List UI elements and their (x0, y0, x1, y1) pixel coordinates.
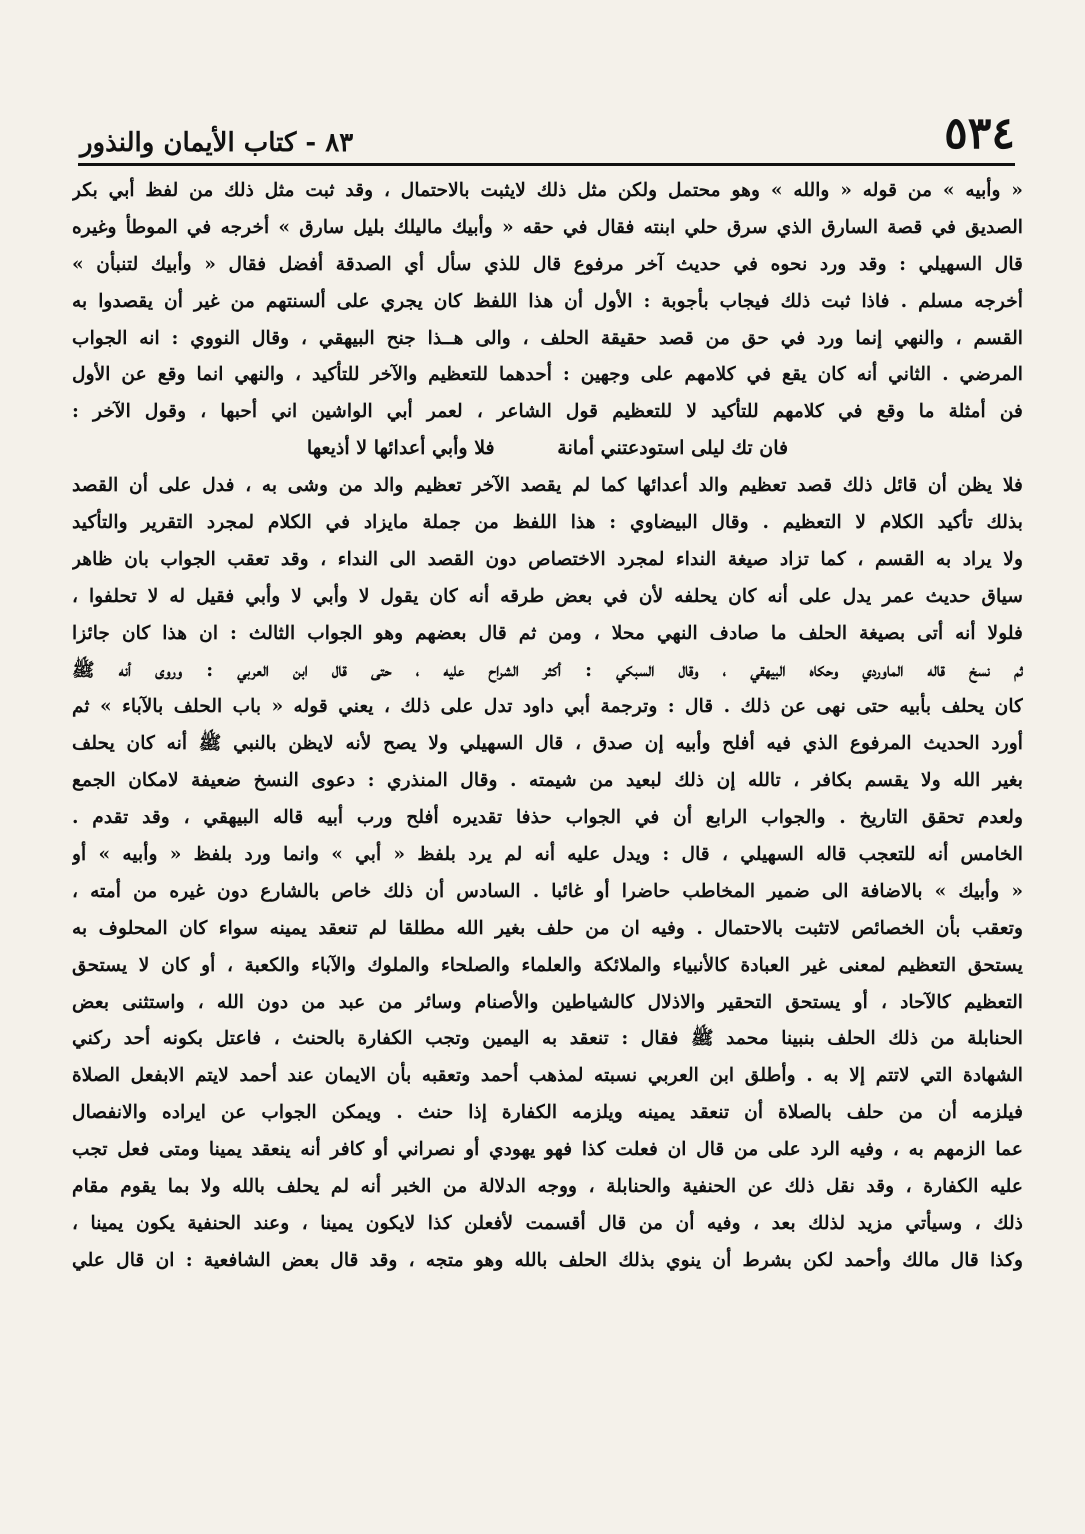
text-line: فلولا أنه أتى بصيغة الحلف ما صادف النهي محلا ، ومن ثم قال بعضهم وهو الجواب الثالث : ان هذا كان جائزا (72, 621, 1023, 644)
text-line: قال السهيلي : وقد ورد نحوه في حديث آخر مرفوع قال للذي سأل أي الصدقة أفضل فقال « وأبيك لتنبأن » (72, 252, 1023, 275)
text-line: فن أمثلة ما وقع في كلامهم للتأكيد لا للتعظيم قول الشاعر ، لعمر أبي الواشين اني أحبها ، وقول الآخر : (72, 400, 1023, 423)
text-line: « وأبيك » بالاضافة الى ضمير المخاطب حاضرا أو غائبا . السادس أن ذلك خاص بالشارع دون غيره من أمته ، (72, 879, 1023, 902)
text-line: ثم نسخ قاله الماوردي وحكاه البيهقي ، وقال السبكي : أكثر الشراح عليه ، حتى قال ابن العربي : وروى أنه ﷺ (72, 658, 1023, 681)
text-line: ولا يراد به القسم ، كما تزاد صيغة النداء لمجرد الاختصاص دون القصد الى النداء ، وقد تعقب الجواب بان ظاهر (72, 547, 1023, 570)
page-number: ٥٣٤ (944, 108, 1015, 159)
text-line: عما الزمهم به ، وفيه الرد على من قال ان فعلت كذا فهو يهودي أو نصراني أو كافر أنه ينعقد يمينا ومتى فعل تجب (72, 1138, 1023, 1161)
text-line: وكذا قال مالك وأحمد لكن بشرط أن ينوي بذلك الحلف بالله وهو متجه ، وقد قال بعض الشافعية : ان قال علي (72, 1248, 1023, 1271)
text-line: ذلك ، وسيأتي مزيد لذلك بعد ، وفيه أن من قال أقسمت لأفعلن كذا لايكون يمينا ، وعند الحنفية يكون يمينا ، (72, 1211, 1023, 1234)
text-line: وتعقب بأن الخصائص لاتثبت بالاحتمال . وفيه ان من حلف بغير الله مطلقا لم تنعقد يمينه سواء كان المحلوف به (72, 916, 1023, 939)
text-line: الصديق في قصة السارق الذي سرق حلي ابنته فقال في حقه « وأبيك ماليلك بليل سارق » أخرجه في الموطأ وغيره (72, 215, 1023, 238)
page-header (80, 100, 1015, 159)
text-line: بذلك تأكيد الكلام لا التعظيم . وقال البيضاوي : هذا اللفظ من جملة مايزاد في الكلام لمجرد التقرير والتأكيد (72, 511, 1023, 534)
text-line: الحنابلة من ذلك الحلف بنبينا محمد ﷺ فقال : تنعقد به اليمين وتجب الكفارة بالحنث ، فاعتل بكونه أحد ركني (72, 1027, 1023, 1050)
text-line: عليه الكفارة ، وقد نقل ذلك عن الحنفية والحنابلة ، ووجه الدلالة من الخبر أنه لم يحلف بالله ولا بما يقوم مقام (72, 1175, 1023, 1198)
text-line: الخامس أنه للتعجب قاله السهيلي ، قال : ويدل عليه أنه لم يرد بلفظ « أبي » وانما ورد بلفظ « وأبيه » أو (72, 843, 1023, 866)
body-text (72, 172, 1023, 1279)
text-line: يستحق التعظيم لمعنى غير العبادة كالأنبياء والملائكة والعلماء والصلحاء والملوك والآباء والكعبة ، أو كان لا يستحق (72, 953, 1023, 976)
text-line: فلا يظن أن قائل ذلك قصد تعظيم والد أعدائها كما لم يقصد الآخر تعظيم والد من وشى به ، فدل على أن القصد (72, 474, 1023, 497)
header-rule (78, 163, 1015, 166)
text-line: بغير الله ولا يقسم بكافر ، تالله إن ذلك لبعيد من شيمته . وقال المنذري : دعوى النسخ ضعيفة لامكان الجمع (72, 769, 1023, 792)
poetry-verse (72, 430, 1023, 467)
text-line: الشهادة التي لاتتم إلا به . وأطلق ابن العربي نسبته لمذهب أحمد وتعقبه بأن الايمان عند أحمد لايتم الابفعل الصلاة (72, 1064, 1023, 1087)
text-line: القسم ، والنهي إنما ورد في حق من قصد حقيقة الحلف ، والى هــذا جنح البيهقي ، وقال النووي : انه الجواب (72, 326, 1023, 349)
running-head: ٨٣ - كتاب الأيمان والنذور (80, 128, 354, 158)
text-line: المرضي . الثاني أنه كان يقع في كلامهم على وجهين : أحدهما للتعظيم والآخر للتأكيد ، والنهي انما وقع عن الأول (72, 363, 1023, 386)
text-line: « وأبيه » من قوله « والله » وهو محتمل ولكن مثل ذلك لايثبت بالاحتمال ، وقد ثبت مثل ذلك من لفظ أبي بكر (72, 179, 1023, 201)
text-line: أورد الحديث المرفوع الذي فيه أفلح وأبيه إن صدق ، قال السهيلي ولا يصح لأنه لايظن بالنبي ﷺ أنه كان يحلف (72, 732, 1023, 755)
text-line: التعظيم كالآحاد ، أو يستحق التحقير والاذلال كالشياطين والأصنام وسائر من عبد من دون الله ، واستثنى بعض (72, 990, 1023, 1013)
text-line: فيلزمه أن من حلف بالصلاة أن تنعقد يمينه ويلزمه الكفارة إذا حنث . ويمكن الجواب عن ايراده والانفصال (72, 1101, 1023, 1124)
verse-hemistich-second: فلا وأبي أعدائها لا أذيعها (306, 437, 495, 460)
text-line: أخرجه مسلم . فاذا ثبت ذلك فيجاب بأجوبة : الأول أن هذا اللفظ كان يجري على ألسنتهم من غير أن يقصدوا به (72, 289, 1023, 312)
text-line: كان يحلف بأبيه حتى نهى عن ذلك . قال : وترجمة أبي داود تدل على ذلك ، يعني قوله « باب الحلف بالآباء » ثم (72, 695, 1023, 718)
text-line: سياق حديث عمر يدل على أنه كان يحلفه لأن في بعض طرقه أنه كان يقول لا وأبي لا وأبي فقيل له لا تحلفوا ، (72, 584, 1023, 607)
verse-hemistich-first: فان تك ليلى استودعتني أمانة (557, 437, 789, 460)
text-line: ولعدم تحقق التاريخ . والجواب الرابع أن في الجواب حذفا تقديره أفلح ورب أبيه قاله البيهقي ، وقد تقدم . (72, 806, 1023, 829)
